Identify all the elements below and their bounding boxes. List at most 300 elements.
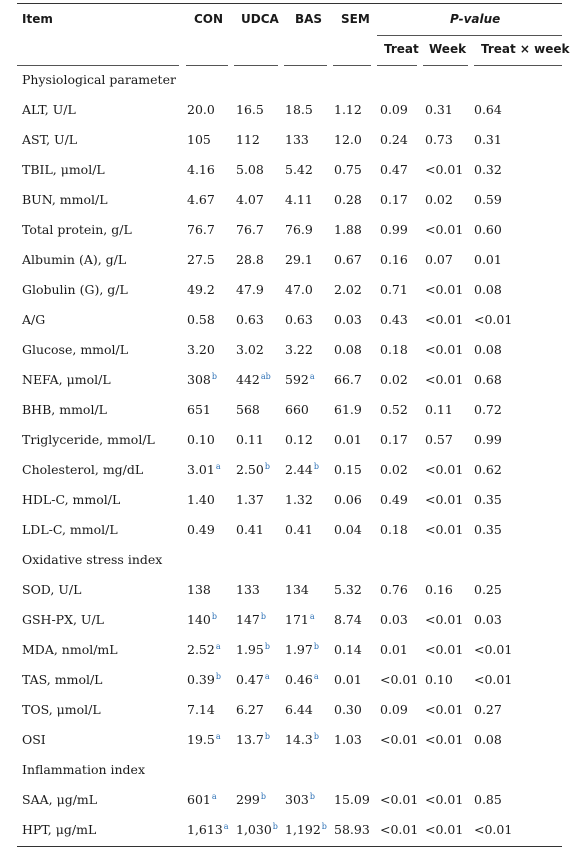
col-rule-treat (377, 65, 417, 66)
superscript-letter: b (313, 461, 319, 471)
cell-item (22, 433, 155, 447)
cell-bas (285, 103, 313, 117)
cell-udca-value: 47.9 (236, 282, 264, 297)
cell-treat (380, 193, 408, 207)
cell-week (425, 193, 453, 207)
col-rule-sem (333, 65, 371, 66)
cell-sem (334, 643, 362, 657)
cell-treat-week-value: 0.64 (474, 102, 502, 117)
cell-sem-value: 66.7 (334, 372, 362, 387)
cell-treat-week-value: 0.72 (474, 402, 502, 417)
cell-sem (334, 583, 362, 597)
cell-udca-value: 568 (236, 402, 260, 417)
cell-treat-week-value: 0.85 (474, 792, 502, 807)
superscript-letter: a (264, 671, 270, 681)
cell-sem-value: 0.06 (334, 492, 362, 507)
cell-treat (380, 793, 418, 807)
cell-treat-week-value: 0.32 (474, 162, 502, 177)
cell-sem (334, 163, 362, 177)
cell-con-value: 20.0 (187, 102, 215, 117)
cell-bas (285, 313, 313, 327)
cell-item (22, 613, 104, 627)
cell-treat (380, 523, 408, 537)
cell-sem (334, 223, 362, 237)
col-rule-con (186, 65, 228, 66)
cell-udca-value: 299 (236, 792, 260, 807)
cell-treat (380, 433, 408, 447)
cell-item (22, 193, 108, 207)
cell-bas (285, 223, 313, 237)
cell-udca (236, 103, 264, 117)
cell-treat-week (474, 313, 512, 327)
cell-treat-week-value: 0.35 (474, 492, 502, 507)
cell-week-value: <0.01 (425, 702, 464, 717)
cell-bas-value: 4.11 (285, 192, 313, 207)
cell-item-value: TAS, mmol/L (22, 672, 103, 687)
cell-treat (380, 703, 408, 717)
cell-udca-value: 0.41 (236, 522, 264, 537)
cell-con-value: 651 (187, 402, 211, 417)
cell-week (425, 583, 453, 597)
cell-sem-value: 2.02 (334, 282, 362, 297)
cell-treat-week (474, 103, 502, 117)
cell-bas-value: 0.46 (285, 672, 313, 687)
cell-item-value: MDA, nmol/mL (22, 642, 118, 657)
cell-treat-week-value: 0.60 (474, 222, 502, 237)
cell-week (425, 373, 463, 387)
cell-treat-value: <0.01 (380, 822, 419, 837)
cell-week-value: <0.01 (425, 492, 464, 507)
cell-con-value: 308 (187, 372, 211, 387)
cell-bas (285, 193, 313, 207)
cell-item (22, 583, 81, 597)
cell-treat-week (474, 703, 502, 717)
cell-udca (236, 313, 264, 327)
cell-udca-value: 76.7 (236, 222, 264, 237)
cell-sem-value: 0.75 (334, 162, 362, 177)
cell-item-value: HDL-C, mmol/L (22, 492, 121, 507)
cell-week-value: 0.73 (425, 132, 453, 147)
cell-item (22, 373, 111, 387)
cell-udca-value: 3.02 (236, 342, 264, 357)
superscript-letter: a (309, 611, 315, 621)
superscript-letter: a (215, 641, 221, 651)
cell-con-value: 27.5 (187, 252, 215, 267)
col-rule-bas (284, 65, 327, 66)
cell-sem-value: 1.12 (334, 102, 362, 117)
cell-item (22, 793, 97, 807)
cell-udca (236, 463, 270, 477)
cell-treat-value: 0.18 (380, 342, 408, 357)
header-con: CON (194, 12, 224, 26)
cell-con (187, 313, 215, 327)
cell-week-value: <0.01 (425, 312, 464, 327)
cell-treat-week-value: 0.62 (474, 462, 502, 477)
cell-sem-value: 12.0 (334, 132, 362, 147)
cell-sem-value: 0.03 (334, 312, 362, 327)
cell-treat (380, 583, 408, 597)
cell-bas-value: 1.32 (285, 492, 313, 507)
cell-treat-week-value: 0.03 (474, 612, 502, 627)
cell-week (425, 283, 463, 297)
cell-con (187, 823, 229, 837)
cell-sem (334, 253, 362, 267)
cell-treat-week-value: <0.01 (474, 642, 513, 657)
cell-item (22, 133, 77, 147)
cell-bas (285, 343, 313, 357)
cell-treat-week (474, 433, 502, 447)
cell-bas-value: 14.3 (285, 732, 313, 747)
cell-sem (334, 343, 362, 357)
cell-udca-value: 147 (236, 612, 260, 627)
superscript-letter: b (264, 641, 270, 651)
cell-udca-value: 2.50 (236, 462, 264, 477)
cell-treat-week-value: <0.01 (474, 312, 513, 327)
cell-con-value: 2.52 (187, 642, 215, 657)
cell-sem-value: 15.09 (334, 792, 370, 807)
cell-bas (285, 253, 313, 267)
superscript-letter: b (272, 821, 278, 831)
superscript-letter: b (313, 731, 319, 741)
cell-con-value: 140 (187, 612, 211, 627)
cell-con-value: 0.10 (187, 432, 215, 447)
section-title: Inflammation index (22, 762, 146, 777)
cell-item (22, 493, 120, 507)
cell-udca (236, 193, 264, 207)
cell-con-value: 7.14 (187, 702, 215, 717)
cell-bas-value: 0.63 (285, 312, 313, 327)
cell-udca (236, 133, 260, 147)
cell-sem (334, 373, 362, 387)
cell-bas-value: 76.9 (285, 222, 313, 237)
superscript-letter: b (211, 611, 217, 621)
cell-con-value: 1,613 (187, 822, 223, 837)
cell-item (22, 403, 107, 417)
cell-week (425, 253, 453, 267)
cell-con (187, 583, 211, 597)
cell-item-value: ALT, U/L (22, 102, 76, 117)
cell-item-value: TBIL, μmol/L (22, 162, 105, 177)
superscript-letter: b (260, 791, 266, 801)
cell-udca (236, 283, 264, 297)
cell-bas (285, 463, 319, 477)
cell-week-value: <0.01 (425, 792, 464, 807)
cell-item (22, 163, 105, 177)
cell-week (425, 163, 463, 177)
cell-treat-value: 0.43 (380, 312, 408, 327)
header-bas: BAS (295, 12, 323, 26)
superscript-letter: b (309, 791, 315, 801)
col-rule-item (17, 65, 179, 66)
cell-treat-week (474, 493, 502, 507)
cell-week (425, 343, 463, 357)
superscript-letter: a (215, 461, 221, 471)
cell-con-value: 3.20 (187, 342, 215, 357)
cell-udca (236, 703, 264, 717)
cell-con-value: 49.2 (187, 282, 215, 297)
cell-item (22, 643, 118, 657)
cell-treat (380, 823, 418, 837)
cell-treat-week-value: 0.25 (474, 582, 502, 597)
cell-treat-value: 0.49 (380, 492, 408, 507)
cell-udca-value: 13.7 (236, 732, 264, 747)
cell-sem-value: 1.88 (334, 222, 362, 237)
cell-con (187, 703, 215, 717)
header-pvalue: P-value (450, 12, 501, 26)
cell-item-value: NEFA, μmol/L (22, 372, 111, 387)
cell-sem (334, 403, 362, 417)
section-title: Oxidative stress index (22, 552, 163, 567)
cell-week (425, 823, 463, 837)
cell-week (425, 643, 463, 657)
cell-week-value: <0.01 (425, 822, 464, 837)
cell-item-value: Total protein, g/L (22, 222, 132, 237)
cell-treat (380, 493, 408, 507)
cell-udca (236, 403, 260, 417)
superscript-letter: b (264, 731, 270, 741)
cell-con (187, 403, 211, 417)
cell-sem (334, 193, 362, 207)
cell-con (187, 133, 211, 147)
cell-item-value: AST, U/L (22, 132, 78, 147)
cell-item-value: A/G (22, 312, 46, 327)
cell-udca-value: 1,030 (236, 822, 272, 837)
cell-treat-week-value: 0.08 (474, 732, 502, 747)
cell-item-value: HPT, μg/mL (22, 822, 97, 837)
cell-con (187, 373, 217, 387)
cell-bas-value: 1.97 (285, 642, 313, 657)
cell-week (425, 433, 453, 447)
cell-week (425, 223, 463, 237)
cell-week-value: <0.01 (425, 282, 464, 297)
cell-item (22, 313, 45, 327)
cell-udca (236, 493, 264, 507)
cell-con (187, 613, 217, 627)
cell-bas-value: 5.42 (285, 162, 313, 177)
cell-udca-value: 0.11 (236, 432, 264, 447)
cell-treat-value: 0.18 (380, 522, 408, 537)
cell-item (22, 223, 132, 237)
cell-treat-week-value: <0.01 (474, 822, 513, 837)
cell-item-value: Glucose, mmol/L (22, 342, 129, 357)
cell-week-value: 0.02 (425, 192, 453, 207)
cell-treat (380, 613, 408, 627)
cell-treat-value: 0.71 (380, 282, 408, 297)
cell-treat-week-value: 0.31 (474, 132, 502, 147)
cell-bas-value: 18.5 (285, 102, 313, 117)
cell-bas-value: 29.1 (285, 252, 313, 267)
cell-bas (285, 133, 309, 147)
cell-treat-week (474, 373, 502, 387)
cell-item-value: SOD, U/L (22, 582, 82, 597)
cell-udca (236, 433, 264, 447)
superscript-letter: a (313, 671, 319, 681)
cell-con (187, 433, 215, 447)
cell-treat-week (474, 343, 502, 357)
cell-week-value: <0.01 (425, 612, 464, 627)
cell-udca-value: 1.37 (236, 492, 264, 507)
cell-bas-value: 303 (285, 792, 309, 807)
cell-week-value: 0.31 (425, 102, 453, 117)
top-rule (17, 3, 562, 4)
cell-con (187, 493, 215, 507)
cell-sem-value: 0.28 (334, 192, 362, 207)
cell-treat (380, 313, 408, 327)
cell-udca (236, 583, 260, 597)
cell-con-value: 4.67 (187, 192, 215, 207)
cell-treat (380, 373, 408, 387)
cell-week (425, 733, 463, 747)
cell-bas (285, 433, 313, 447)
cell-treat (380, 223, 408, 237)
cell-treat-week-value: <0.01 (474, 672, 513, 687)
cell-sem (334, 793, 370, 807)
cell-treat (380, 643, 408, 657)
superscript-letter: b (321, 821, 327, 831)
cell-treat-value: 0.01 (380, 642, 408, 657)
cell-con-value: 4.16 (187, 162, 215, 177)
cell-treat-week-value: 0.08 (474, 342, 502, 357)
cell-treat-week-value: 0.01 (474, 252, 502, 267)
cell-week-value: <0.01 (425, 732, 464, 747)
cell-bas-value: 1,192 (285, 822, 321, 837)
header-interaction: Treat × week (481, 42, 570, 56)
cell-con (187, 283, 215, 297)
cell-week-value: <0.01 (425, 222, 464, 237)
col-rule-udca (234, 65, 278, 66)
cell-item-value: BHB, mmol/L (22, 402, 107, 417)
cell-udca (236, 793, 266, 807)
cell-item-value: OSI (22, 732, 46, 747)
superscript-letter: a (211, 791, 217, 801)
header-week: Week (429, 42, 467, 56)
cell-bas (285, 583, 309, 597)
cell-item-value: Globulin (G), g/L (22, 282, 128, 297)
cell-treat (380, 343, 408, 357)
cell-treat-value: <0.01 (380, 732, 419, 747)
cell-item (22, 703, 101, 717)
cell-con-value: 19.5 (187, 732, 215, 747)
cell-bas-value: 0.41 (285, 522, 313, 537)
superscript-letter: a (223, 821, 229, 831)
cell-bas-value: 0.12 (285, 432, 313, 447)
cell-week (425, 673, 453, 687)
cell-treat (380, 103, 408, 117)
cell-bas-value: 660 (285, 402, 309, 417)
cell-sem-value: 61.9 (334, 402, 362, 417)
superscript-letter: a (215, 731, 221, 741)
cell-udca (236, 733, 270, 747)
cell-item (22, 343, 128, 357)
section-title: Physiological parameter (22, 72, 176, 87)
cell-treat-value: 0.16 (380, 252, 408, 267)
cell-treat-value: <0.01 (380, 672, 419, 687)
cell-udca (236, 643, 270, 657)
cell-udca-value: 6.27 (236, 702, 264, 717)
cell-treat-week (474, 253, 502, 267)
cell-week (425, 313, 463, 327)
cell-treat-value: 0.52 (380, 402, 408, 417)
cell-con-value: 105 (187, 132, 211, 147)
cell-item-value: LDL-C, mmol/L (22, 522, 118, 537)
cell-sem-value: 0.30 (334, 702, 362, 717)
cell-treat (380, 673, 418, 687)
superscript-letter: b (264, 461, 270, 471)
cell-udca (236, 673, 270, 687)
cell-sem (334, 703, 362, 717)
cell-bas (285, 523, 313, 537)
cell-udca (236, 613, 266, 627)
cell-treat-value: 0.99 (380, 222, 408, 237)
cell-week (425, 463, 463, 477)
cell-treat-week-value: 0.27 (474, 702, 502, 717)
cell-week-value: 0.10 (425, 672, 453, 687)
header-udca: UDCA (241, 12, 279, 26)
cell-item-value: GSH-PX, U/L (22, 612, 104, 627)
cell-sem (334, 733, 362, 747)
cell-item (22, 823, 96, 837)
cell-treat-value: 0.24 (380, 132, 408, 147)
cell-sem-value: 5.32 (334, 582, 362, 597)
cell-udca-value: 133 (236, 582, 260, 597)
cell-week-value: <0.01 (425, 162, 464, 177)
cell-con-value: 138 (187, 582, 211, 597)
cell-treat (380, 283, 408, 297)
cell-item-value: SAA, μg/mL (22, 792, 98, 807)
cell-con-value: 76.7 (187, 222, 215, 237)
cell-treat-week (474, 673, 512, 687)
cell-week (425, 703, 463, 717)
cell-sem-value: 0.01 (334, 432, 362, 447)
cell-con (187, 673, 221, 687)
cell-udca-value: 112 (236, 132, 260, 147)
cell-con (187, 733, 221, 747)
superscript-letter: b (260, 611, 266, 621)
cell-treat (380, 133, 408, 147)
cell-week (425, 613, 463, 627)
cell-udca-value: 1.95 (236, 642, 264, 657)
cell-bas-value: 3.22 (285, 342, 313, 357)
cell-treat-week (474, 793, 502, 807)
cell-treat-week-value: 0.99 (474, 432, 502, 447)
cell-udca (236, 163, 264, 177)
cell-treat-week (474, 613, 502, 627)
cell-treat-week-value: 0.68 (474, 372, 502, 387)
cell-bas-value: 592 (285, 372, 309, 387)
cell-con-value: 3.01 (187, 462, 215, 477)
cell-udca-value: 0.63 (236, 312, 264, 327)
cell-bas (285, 493, 313, 507)
cell-treat-week-value: 0.35 (474, 522, 502, 537)
cell-item-value: TOS, μmol/L (22, 702, 101, 717)
cell-bas (285, 703, 313, 717)
cell-sem-value: 0.15 (334, 462, 362, 477)
cell-sem (334, 463, 362, 477)
cell-week-value: <0.01 (425, 372, 464, 387)
cell-treat-week (474, 643, 512, 657)
cell-item (22, 103, 76, 117)
cell-week (425, 403, 453, 417)
cell-treat-value: 0.76 (380, 582, 408, 597)
cell-treat-week (474, 163, 502, 177)
cell-treat-value: 0.47 (380, 162, 408, 177)
cell-week-value: <0.01 (425, 462, 464, 477)
cell-week (425, 793, 463, 807)
cell-treat-value: 0.17 (380, 432, 408, 447)
superscript-letter: ab (260, 371, 271, 381)
cell-treat (380, 463, 408, 477)
cell-treat (380, 733, 418, 747)
